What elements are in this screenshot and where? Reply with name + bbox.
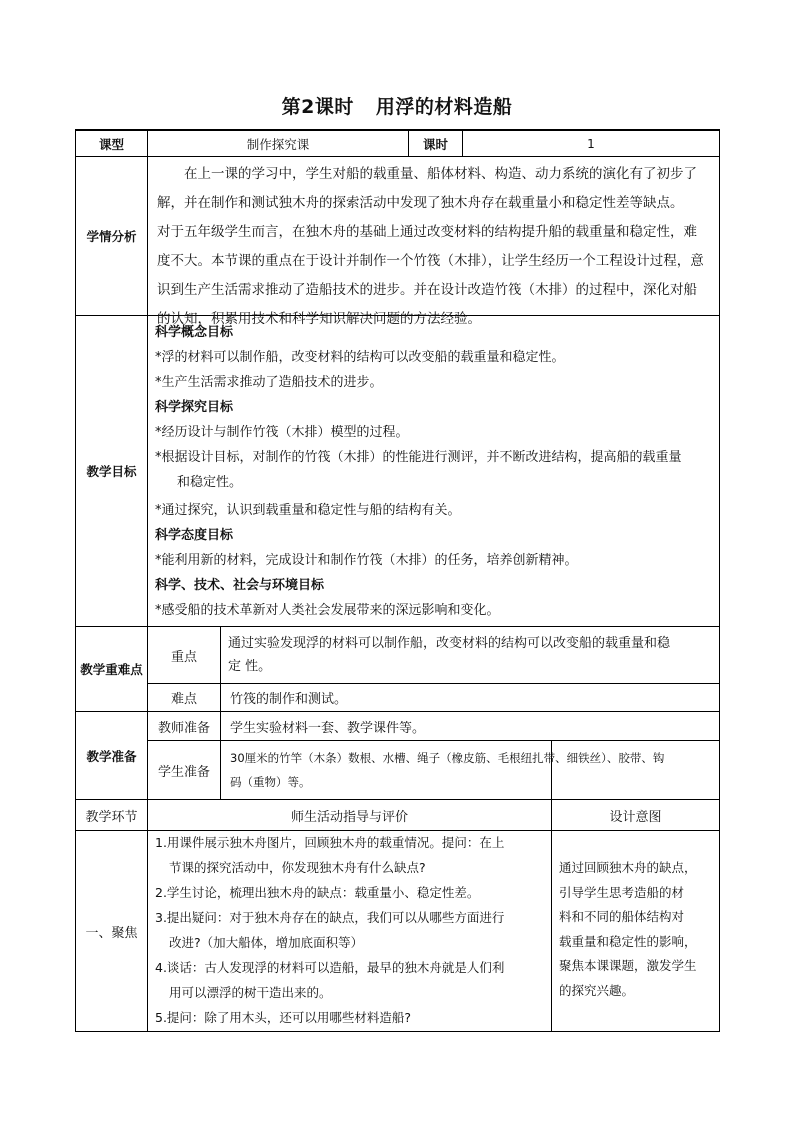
activity-line: 改进?（加大船体，增加底面积等） <box>169 935 364 950</box>
label-student-prep: 学生准备 <box>157 764 210 780</box>
inquiry-goal-item: *经历设计与制作竹筏（木排）模型的过程。 <box>155 425 409 440</box>
sts-goal-item: *感受船的技术革新对人类社会发展带来的深远影响和变化。 <box>155 603 500 618</box>
label-lesson-type: 课型 <box>98 136 124 152</box>
inquiry-goal-heading: 科学探究目标 <box>155 400 234 415</box>
intent-line: 载重量和稳定性的影响， <box>559 933 697 949</box>
label-key-points: 教学重难点 <box>80 662 143 677</box>
stage-label: 一、聚焦 <box>85 925 138 941</box>
activities-list <box>155 830 550 1030</box>
sts-goal-heading: 科学、技术、社会与环境目标 <box>155 578 325 593</box>
inquiry-goal-item-cont: 和稳定性。 <box>177 475 243 490</box>
label-analysis: 学情分析 <box>86 229 137 244</box>
activity-line: 5.提问：除了用木头，还可以用哪些材料造船? <box>155 1010 412 1025</box>
intent-line: 聚焦本课课题，激发学生 <box>559 958 697 973</box>
inquiry-goal-item: *通过探究，认识到载重量和稳定性与船的结构有关。 <box>155 503 461 518</box>
analysis-line: 的认知，积累用技术和科学知识解决问题的方法经验。 <box>157 311 481 327</box>
col-header-stage: 教学环节 <box>85 809 138 825</box>
analysis-line: 度不大。本节课的重点在于设计并制作一个竹筏（木排），让学生经历一个工程设计过程，意 <box>157 253 704 269</box>
analysis-line: 解，并在制作和测试独木舟的探索活动中发现了独木舟存在载重量小和稳定性差等缺点。 <box>157 195 684 211</box>
analysis-line: 对于五年级学生而言，在独木舟的基础上通过改变材料的结构提升船的载重量和稳定性，难 <box>157 224 697 240</box>
label-difficulty: 难点 <box>170 692 197 707</box>
concept-goal-item: *生产生活需求推动了造船技术的进步。 <box>155 375 383 390</box>
goals-content <box>155 320 717 623</box>
focus-text <box>228 632 716 678</box>
focus-line: 通过实验发现浮的材料可以制作船，改变材料的结构可以改变船的载重量和稳 <box>228 636 671 651</box>
activity-line: 节课的探究活动中，你发现独木舟有什么缺点? <box>169 860 426 875</box>
activity-line: 3.提出疑问：对于独木舟存在的缺点，我们可以从哪些方面进行 <box>155 910 505 925</box>
student-prep-line: 30厘米的竹竿（木条）数根、水槽、绳子（橡皮筋、毛根纽扎带、细铁丝）、胶带、钩 <box>230 751 665 765</box>
intent-text <box>559 856 717 1003</box>
attitude-goal-heading: 科学态度目标 <box>155 528 234 543</box>
teacher-prep-text: 学生实验材料一套、教学课件等。 <box>230 720 426 736</box>
analysis-line: 在上一课的学习中，学生对船的载重量、船体材料、构造、动力系统的演化有了初步了 <box>184 166 697 182</box>
lesson-type-value: 制作探究课 <box>246 136 310 152</box>
lesson-number: 第2课时 <box>281 96 354 118</box>
label-preparation: 教学准备 <box>86 748 137 764</box>
intent-line: 料和不同的船体结构对 <box>559 909 685 924</box>
col-header-intent: 设计意图 <box>609 809 662 825</box>
student-prep-text <box>230 746 718 794</box>
intent-line: 的探究兴趣。 <box>559 982 635 998</box>
label-goals: 教学目标 <box>86 464 137 479</box>
concept-goal-heading: 科学概念目标 <box>155 325 234 340</box>
activity-line: 4.谈话：古人发现浮的材料可以造船，最早的独木舟就是人们利 <box>155 960 505 975</box>
focus-line: 定 性。 <box>228 659 272 674</box>
label-teacher-prep: 教师准备 <box>157 720 210 736</box>
analysis-text <box>157 160 719 334</box>
label-focus: 重点 <box>170 649 197 665</box>
page-title <box>0 92 794 119</box>
difficulty-text: 竹筏的制作和测试。 <box>230 692 348 707</box>
activity-line: 用可以漂浮的树干造出来的。 <box>169 985 332 1000</box>
inquiry-goal-item: *根据设计目标，对制作的竹筏（木排）的性能进行测评，并不断改进结构，提高船的载重量 <box>155 450 682 465</box>
analysis-line: 识到生产生活需求推动了造船技术的进步。并在设计改造竹筏（木排）的过程中，深化对船 <box>157 282 697 298</box>
attitude-goal-item: *能利用新的材料，完成设计和制作竹筏（木排）的任务，培养创新精神。 <box>155 553 578 568</box>
concept-goal-item: *浮的材料可以制作船，改变材料的结构可以改变船的载重量和稳定性。 <box>155 350 565 365</box>
period-value: 1 <box>587 136 595 151</box>
lesson-name: 用浮的材料造船 <box>375 96 513 118</box>
label-period: 课时 <box>422 136 448 152</box>
intent-line: 通过回顾独木舟的缺点， <box>559 860 697 875</box>
student-prep-line: 码（重物）等。 <box>230 775 311 789</box>
activity-line: 1.用课件展示独木舟图片，回顾独木舟的载重情况。提问：在上 <box>155 835 505 850</box>
activity-line: 2.学生讨论，梳理出独木舟的缺点：载重量小、稳定性差。 <box>155 885 480 900</box>
intent-line: 引导学生思考造船的材 <box>559 884 685 900</box>
col-header-activities: 师生活动指导与评价 <box>290 809 408 825</box>
